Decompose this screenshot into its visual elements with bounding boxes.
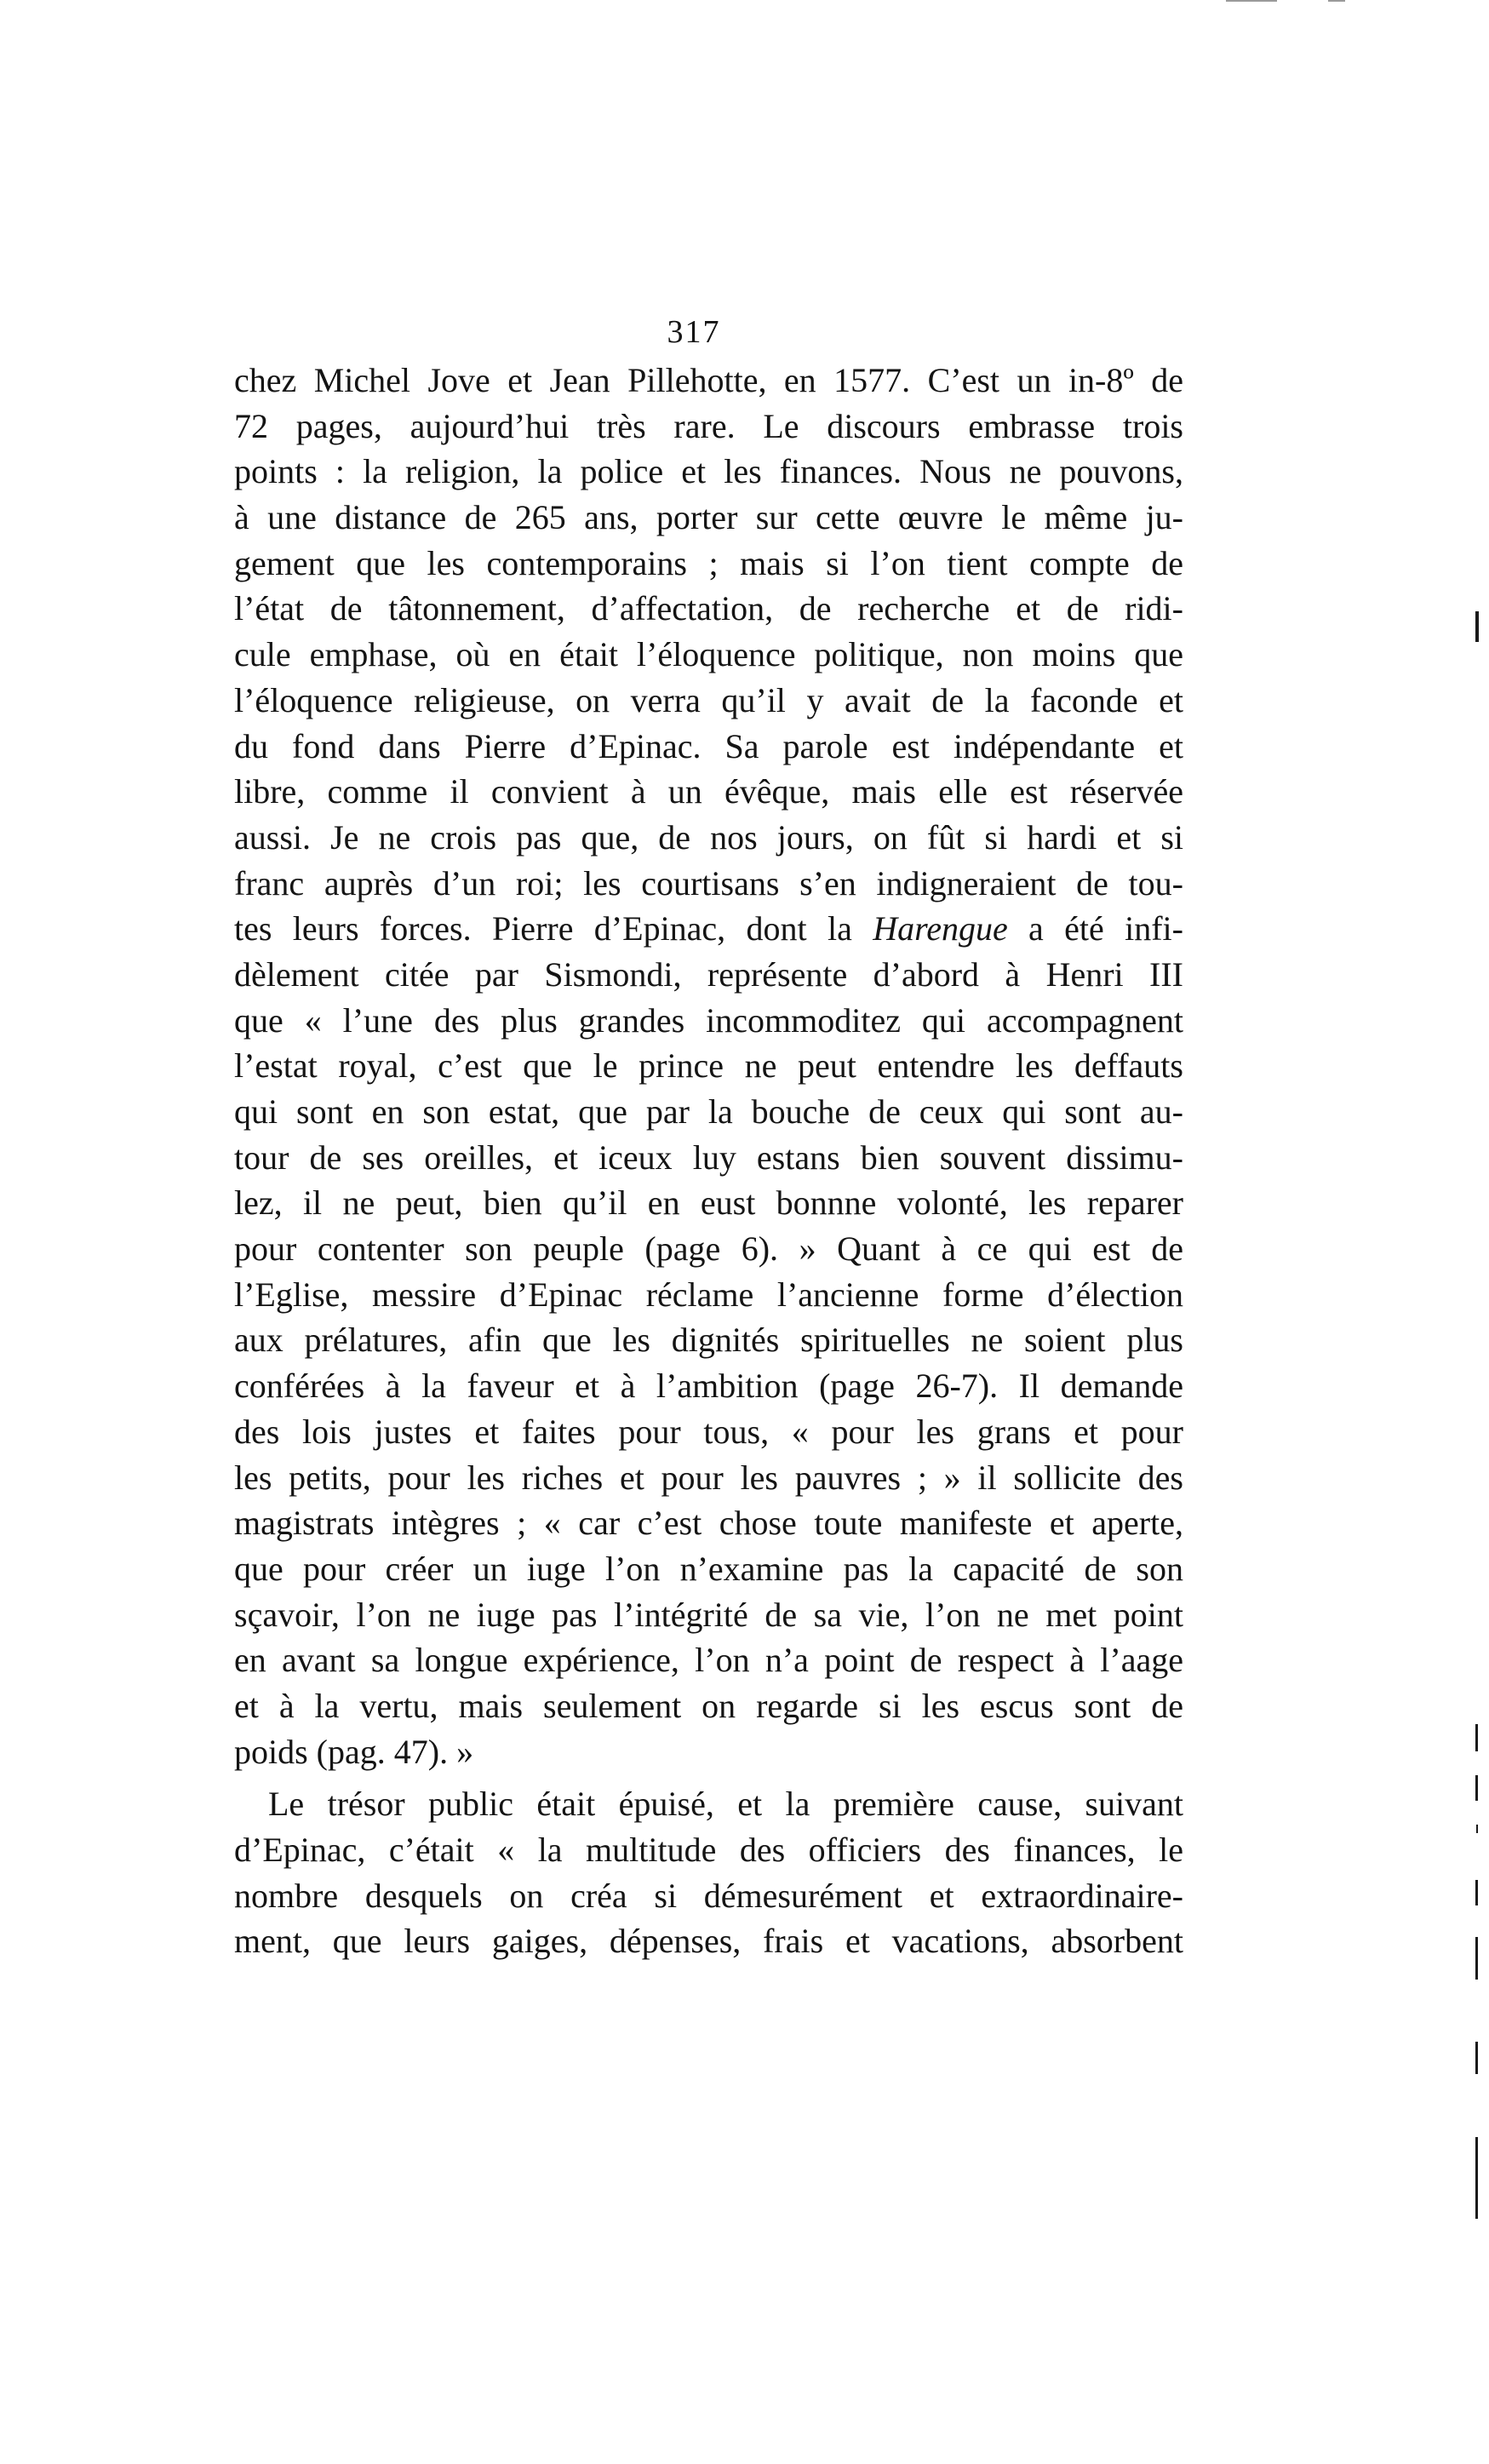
text-line: d’Epinac, c’était « la multitude des officiers des finances, le — [234, 1831, 1183, 1869]
text-line: l’état de tâtonnement, d’affectation, de recherche et de ridi- — [234, 589, 1183, 628]
text-line: Le trésor public était épuisé, et la première cause, suivant — [268, 1785, 1183, 1824]
scan-mark — [1226, 0, 1277, 2]
text-line: qui sont en son estat, que par la bouche de ceux qui sont au- — [234, 1092, 1183, 1131]
text-line: franc auprès d’un roi; les courtisans s’en indigneraient de tou- — [234, 863, 1183, 903]
text-line: conférées à la faveur et à l’ambition (page 26-7). Il demande — [234, 1367, 1183, 1406]
text-line: 72 pages, aujourd’hui très rare. Le discours embrasse trois — [234, 406, 1183, 445]
body-text — [234, 358, 1183, 1964]
text-line: lez, il ne peut, bien qu’il en eust bonnne volonté, les reparer — [234, 1183, 1183, 1223]
text-line: que « l’une des plus grandes incommoditez qui accompagnent — [234, 1000, 1183, 1040]
text-line: et à la vertu, mais seulement on regarde si les escus sont de — [234, 1686, 1183, 1725]
text-line: des lois justes et faites pour tous, « pour les grans et pour — [234, 1412, 1183, 1451]
text-line: sçavoir, l’on ne iuge pas l’intégrité de sa vie, l’on ne met point — [234, 1595, 1183, 1634]
work-title: Harengue — [873, 909, 1008, 948]
scan-mark — [1475, 2042, 1478, 2074]
text-line: aussi. Je ne crois pas que, de nos jours, on fût si hardi et si — [234, 817, 1183, 857]
text-line: chez Michel Jove et Jean Pillehotte, en 1577. C’est un in-8º de — [234, 361, 1183, 399]
text-line: tes leurs forces. Pierre d’Epinac, dont la Harengue a été infi- — [234, 909, 1183, 948]
text-line: aux prélatures, afin que les dignités spirituelles ne soient plus — [234, 1321, 1183, 1360]
paragraph — [234, 1781, 1183, 1964]
text-line: du fond dans Pierre d’Epinac. Sa parole est indépendante et — [234, 726, 1183, 765]
text-line: magistrats intègres ; « car c’est chose toute manifeste et aperte, — [234, 1504, 1183, 1543]
text-line: gement que les contemporains ; mais si l’on tient compte de — [234, 543, 1183, 582]
scan-mark — [1328, 0, 1345, 2]
scan-mark — [1475, 1724, 1478, 1751]
scan-mark — [1476, 1825, 1478, 1833]
text-line: poids (pag. 47). » — [234, 1732, 474, 1771]
text-line: les petits, pour les riches et pour les pauvres ; » il sollicite des — [234, 1458, 1183, 1497]
text-line: ment, que leurs gaiges, dépenses, frais et vacations, absorbent — [234, 1922, 1183, 1961]
text-line: à une distance de 265 ans, porter sur cette œuvre le même ju- — [234, 498, 1183, 537]
text-line: en avant sa longue expérience, l’on n’a point de respect à l’aage — [234, 1641, 1183, 1680]
scan-mark — [1475, 1880, 1478, 1905]
scan-mark — [1475, 2137, 1478, 2219]
page-number: 317 — [667, 314, 721, 350]
text-line: pour contenter son peuple (page 6). » Quant à ce qui est de — [234, 1229, 1183, 1269]
paragraph — [234, 358, 1183, 1774]
text-line: cule emphase, où en était l’éloquence politique, non moins que — [234, 635, 1183, 674]
text-line: points : la religion, la police et les finances. Nous ne pouvons, — [234, 452, 1183, 491]
text-line: nombre desquels on créa si démesurément et extraordinaire- — [234, 1876, 1183, 1915]
text-line: libre, comme il convient à un évêque, mais elle est réservée — [234, 772, 1183, 811]
text-line: l’Eglise, messire d’Epinac réclame l’ancienne forme d’élection — [234, 1275, 1183, 1314]
text-line: l’éloquence religieuse, on verra qu’il y avait de la faconde et — [234, 680, 1183, 719]
text-line: dèlement citée par Sismondi, représente d’abord à Henri III — [234, 954, 1183, 994]
scan-mark — [1475, 611, 1479, 642]
text-line: que pour créer un iuge l’on n’examine pas la capacité de son — [234, 1549, 1183, 1588]
text-line: tour de ses oreilles, et iceux luy estans bien souvent dissimu- — [234, 1137, 1183, 1177]
scan-mark — [1475, 1775, 1478, 1801]
text-line: l’estat royal, c’est que le prince ne peut entendre les deffauts — [234, 1046, 1183, 1086]
scan-mark — [1475, 1937, 1478, 1980]
